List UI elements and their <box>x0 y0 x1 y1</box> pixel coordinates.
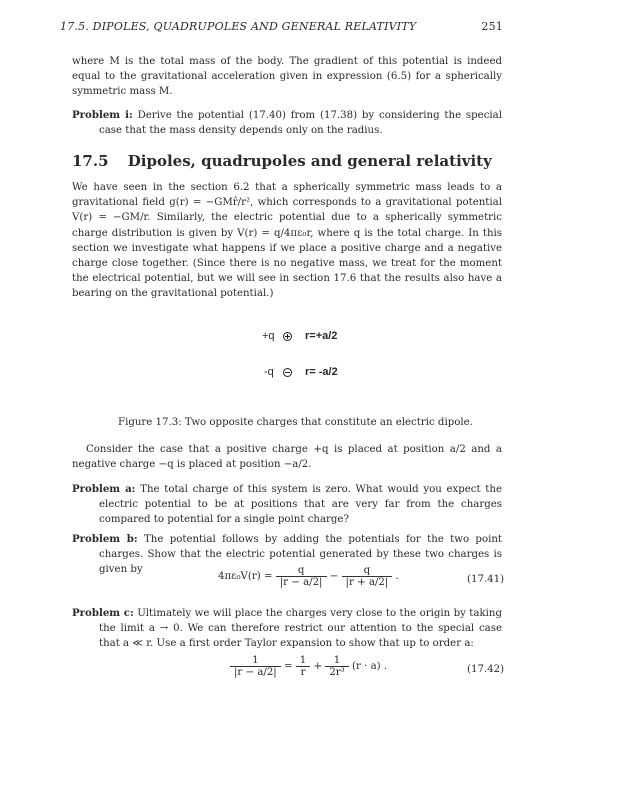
section-title: Dipoles, quadrupoles and general relativity <box>127 152 492 170</box>
eq-operator: − <box>329 571 339 582</box>
eq-denominator: |r − a/2| <box>276 576 327 588</box>
negative-charge-position: r= -a/2 <box>305 366 338 378</box>
positive-charge-label: +q <box>262 330 275 342</box>
plus-circle-icon <box>283 332 292 341</box>
problem-text: Ultimately we will place the charges very close to the origin by taking the limit a → 0. We can therefore restrict our attention to the special case that a ≪ r. Use a first order Taylor expansion to show that up to order a: <box>99 608 502 650</box>
negative-charge-label: -q <box>264 366 274 378</box>
eq-numerator: q <box>363 565 371 576</box>
eq-numerator: 1 <box>299 655 307 666</box>
eq-fraction <box>230 655 281 678</box>
eq-fraction <box>325 655 348 678</box>
problem-text: The total charge of this system is zero. What would you expect the electric potential to be at positions that are very far from the charges compared to potential for a single point charge? <box>99 484 502 526</box>
equation-17-42 <box>230 655 387 678</box>
eq-numerator: q <box>297 565 305 576</box>
eq-fraction <box>276 565 327 588</box>
section-number: 17.5 <box>72 152 109 170</box>
equation-number: (17.42) <box>467 664 505 675</box>
intro-paragraph: where M is the total mass of the body. The gradient of this potential is indeed equal to the gravitational acceleration given in expression (6.5) for a spherically symmetric mass M. <box>72 56 502 98</box>
eq-tail: (r · a) . <box>352 661 388 672</box>
eq-operator: = <box>284 661 293 672</box>
eq-numerator: 1 <box>252 655 259 666</box>
eq-numerator: 1 <box>333 655 341 666</box>
equation-17-41 <box>218 565 399 588</box>
eq-denominator: |r + a/2| <box>342 576 393 588</box>
consider-paragraph: Consider the case that a positive charge +q is placed at position a/2 and a negative charge −q is placed at position −a/2. <box>72 444 502 471</box>
section-paragraph: We have seen in the section 6.2 that a spherically symmetric mass leads to a gravitational field g(r) = −GMr̂/r², which corresponds to a gravitational potential V(r) = −GM/r. Similarly, the electric potential due to a spherically symmetric charge distribution is given by V(r) = q/4πε₀r, where q is the total charge. In this section we investigate what happens if we place a positive charge and a negative charge close together. (Since there is no negative mass, we treat for the moment the electrical potential, but we will see in section 17.6 that the results also have a bearing on the gravitational potential.) <box>72 182 502 300</box>
figure-caption: Figure 17.3: Two opposite charges that constitute an electric dipole. <box>118 417 473 428</box>
header-title: 17.5. DIPOLES, QUADRUPOLES AND GENERAL RELATIVITY <box>60 20 417 33</box>
eq-fraction <box>296 655 310 678</box>
positive-charge-position: r=+a/2 <box>305 330 338 342</box>
eq-fraction <box>342 565 393 588</box>
eq-denominator: r <box>296 666 310 678</box>
problem-text: Derive the potential (17.40) from (17.38) by considering the special case that the mass density depends only on the radius. <box>99 110 502 137</box>
problem-text: The potential follows by adding the potentials for the two point charges. Show that the electric potential generated by these two charges is given by <box>99 534 503 576</box>
problem-label: Problem a: <box>72 483 136 495</box>
problem-a <box>72 482 502 528</box>
problem-label: Problem i: <box>72 109 133 121</box>
page-number: 251 <box>481 20 503 33</box>
problem-c <box>72 606 502 652</box>
eq-denominator: |r − a/2| <box>230 666 281 678</box>
eq-denominator: 2r³ <box>325 666 348 678</box>
eq-tail: . <box>395 571 399 582</box>
eq-lhs: 4πε₀V(r) = <box>218 571 273 582</box>
problem-label: Problem c: <box>72 607 134 619</box>
minus-circle-icon <box>283 368 292 377</box>
problem-label: Problem b: <box>72 533 138 545</box>
eq-operator: + <box>313 661 323 672</box>
equation-number: (17.41) <box>467 574 505 585</box>
